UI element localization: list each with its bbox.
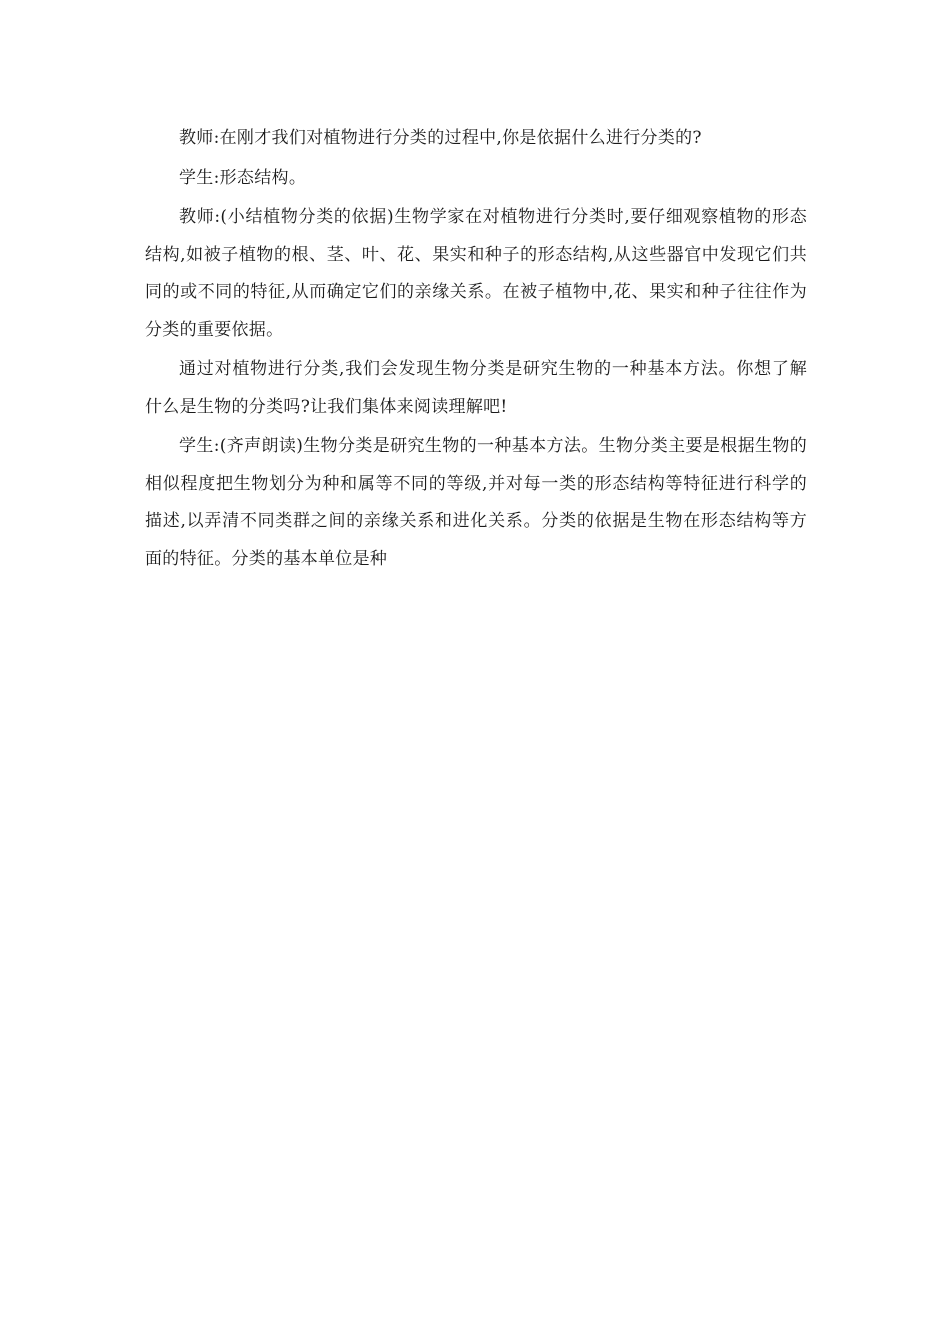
paragraph-classification-intro: 通过对植物进行分类,我们会发现生物分类是研究生物的一种基本方法。你想了解什么是生物的分类吗?让我们集体来阅读理解吧! xyxy=(145,359,807,417)
document-body xyxy=(145,120,807,580)
paragraph-student-answer: 学生:形态结构。 xyxy=(179,167,307,188)
paragraph-teacher-summary: 教师:(小结植物分类的依据)生物学家在对植物进行分类时,要仔细观察植物的形态结构,如被子植物的根、茎、叶、花、果实和种子的形态结构,从这些器官中发现它们共同的或不同的特征,从而确定它们的亲缘关系。在被子植物中,花、果实和种子往往作为分类的重要依据。 xyxy=(145,207,807,340)
paragraph-teacher-question: 教师:在刚才我们对植物进行分类的过程中,你是依据什么进行分类的? xyxy=(179,128,702,148)
paragraph-student-reading: 学生:(齐声朗读)生物分类是研究生物的一种基本方法。生物分类主要是根据生物的相似程度把生物划分为种和属等不同的等级,并对每一类的形态结构等特征进行科学的描述,以弄清不同类群之间的亲缘关系和进化关系。分类的依据是生物在形态结构等方面的特征。分类的基本单位是种 xyxy=(145,436,807,569)
